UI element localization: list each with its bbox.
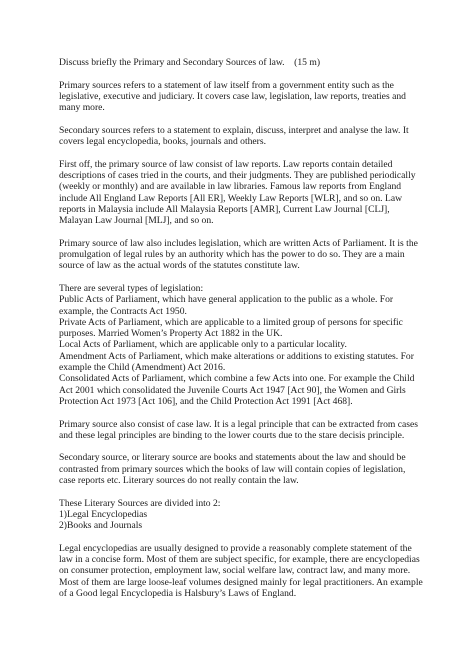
paragraph-encyclopedias: Legal encyclopedias are usually designed to provide a reasonably complete statement of the law in a concise form. Most of them are subject specific, for example, there are encyclopedias on consumer protection, employment law, social welfare law, contract law, and many more. Most of them are large loose-leaf volumes designed mainly for legal practitioners. An example of a Good legal Encyclopedia is Halsbury’s Laws of England.: [59, 542, 423, 599]
legislation-local: Local Acts of Parliament, which are applicable only to a particular locality.: [59, 339, 347, 351]
literary-intro: These Literary Sources are divided into 2:: [59, 497, 221, 509]
paragraph-case-law: Primary source also consist of case law. It is a legal principle that can be extracted from cases and these legal principles are binding to the lower courts due to the stare decisis principle.: [59, 418, 419, 441]
legislation-amendment: Amendment Acts of Parliament, which make alterations or additions to existing statutes. For example the Child (Amendment) Act 2016.: [59, 350, 414, 374]
literary-item-books: 2)Books and Journals: [59, 520, 143, 532]
paragraph-literary-source: Secondary source, or literary source are books and statements about the law and should be contrasted from primary sources which the books of law will contain copies of legislation, case reports etc. Literary sources do not really contain the law.: [59, 452, 406, 486]
paragraph-legislation: Primary source of law also includes legislation, which are written Acts of Parliament. It is the promulgation of legal rules by an authority which has the power to do so. They are a main source of law as the actual words of the statutes constitute law.: [59, 237, 418, 272]
question-title: Discuss briefly the Primary and Secondary Sources of law. (15 m): [59, 57, 321, 68]
literary-item-encyclopedias: 1)Legal Encyclopedias: [59, 508, 148, 520]
legislation-intro: There are several types of legislation:: [59, 282, 204, 294]
legislation-consolidated: Consolidated Acts of Parliament, which combine a few Acts into one. For example the Child Act 2001 which consolidated the Juvenile Courts Act 1947 [Act 90], the Women and Girls Protection Act 1973 [Act 106], and the Child Protection Act 1991 [Act 468].: [59, 373, 415, 407]
legislation-public: Public Acts of Parliament, which have general application to the public as a whole. For example, the Contracts Act 1950.: [59, 294, 394, 317]
paragraph-law-reports: First off, the primary source of law consist of law reports. Law reports contain detailed descriptions of cases tried in the courts, and their judgments. They are published periodically (weekly or monthly) and are available in law libraries. Famous law reports from England include All England Law Reports [All ER], Weekly Law Reports [WLR], and so on. Law reports in Malaysia include All Malaysia Reports [AMR], Current Law Journal [CLJ], Malayan Law Journal [MLJ], and so on.: [59, 158, 416, 227]
legislation-private: Private Acts of Parliament, which are applicable to a limited group of persons for specific purposes. Married Women’s Property Act 1882 in the UK.: [59, 316, 403, 340]
paragraph-secondary-definition: Secondary sources refers to a statement to explain, discuss, interpret and analyse the law. It covers legal encyclopedia, books, journals and others.: [59, 124, 409, 148]
literary-sources-list: [59, 498, 423, 532]
legislation-types-list: [59, 283, 423, 407]
paragraph-primary-definition: Primary sources refers to a statement of law itself from a government entity such as the legislative, executive and judiciary. It covers case law, legislation, law reports, treaties and many more.: [59, 79, 406, 114]
document-body: [59, 57, 423, 611]
